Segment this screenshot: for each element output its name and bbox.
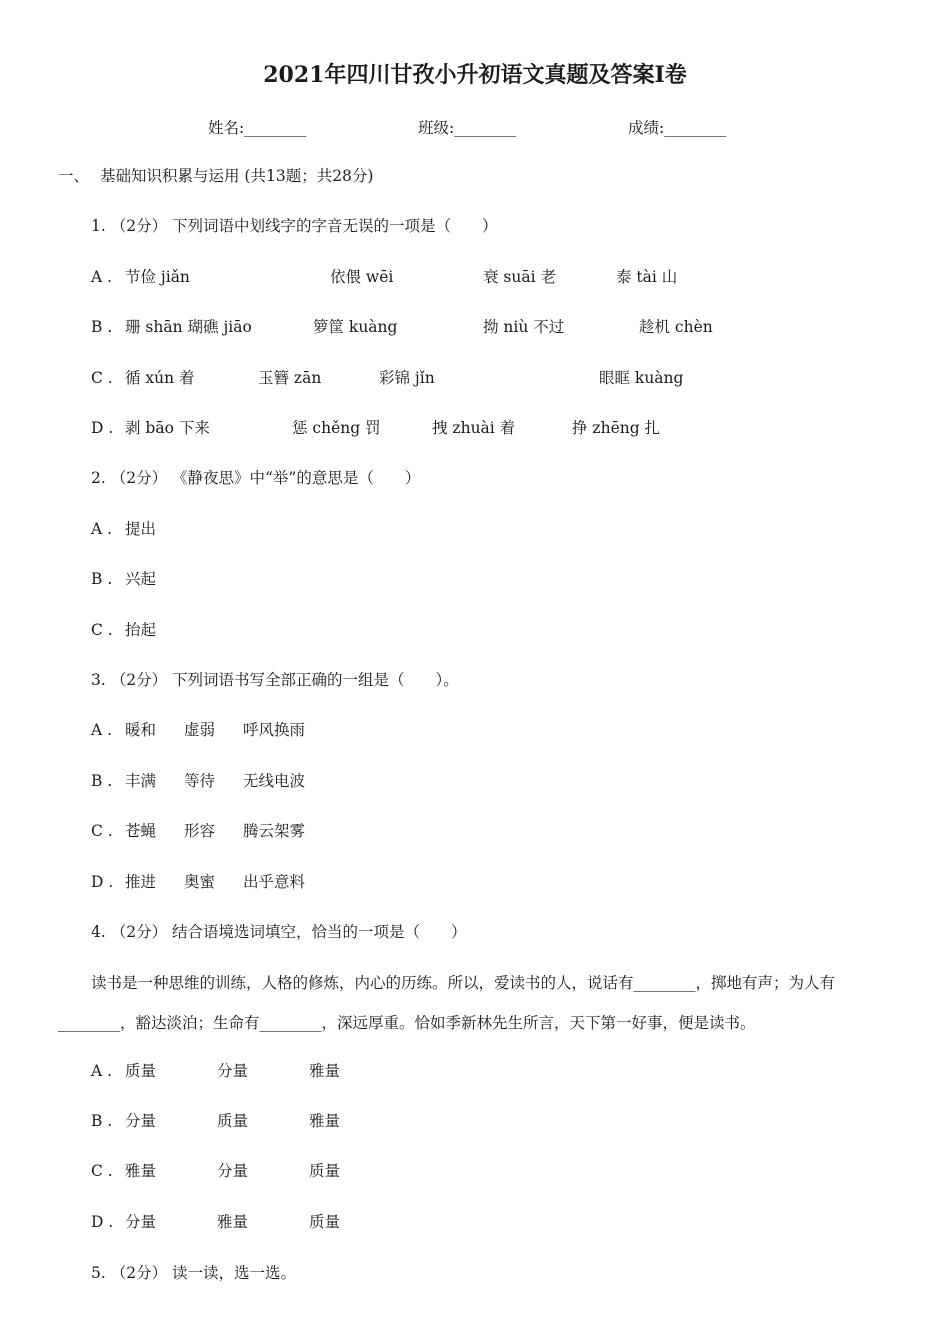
q1-option-a-item: 衰 suāi 老 bbox=[483, 268, 556, 286]
q1-option-d-item: 剥 bāo 下来 bbox=[125, 419, 210, 437]
q4-option-d-item: 分量 bbox=[125, 1213, 157, 1231]
q4-option-c-item: 分量 bbox=[217, 1162, 249, 1180]
q4-option-c-item: 雅量 bbox=[125, 1162, 157, 1180]
q1-option-a-item: 节俭 jiǎn bbox=[125, 268, 190, 286]
q4-option-b-label: B . bbox=[91, 1112, 113, 1130]
q3-option-c-item: 腾云架雾 bbox=[243, 822, 306, 840]
q2-option-a-label: A . bbox=[91, 520, 113, 538]
q1-option-b-label: B . bbox=[91, 318, 113, 336]
student-name-field: 姓名:________ bbox=[208, 119, 307, 137]
question-5-stem: 5. （2分） 读一读，选一选。 bbox=[91, 1264, 297, 1282]
q3-option-b-label: B . bbox=[91, 772, 113, 790]
q1-option-b-item: 珊 shān 瑚礁 jiāo bbox=[125, 318, 252, 336]
q3-option-d-item: 推进 bbox=[125, 873, 157, 891]
q3-option-a-label: A . bbox=[91, 721, 113, 739]
q1-option-c-label: C . bbox=[91, 369, 113, 387]
q4-option-c-label: C . bbox=[91, 1162, 113, 1180]
q4-option-a-label: A . bbox=[91, 1062, 113, 1080]
q3-option-c-item: 苍蝇 bbox=[125, 822, 157, 840]
q2-option-b-label: B . bbox=[91, 570, 113, 588]
q3-option-c-label: C . bbox=[91, 822, 113, 840]
q4-option-b-item: 分量 bbox=[125, 1112, 157, 1130]
q4-option-a-item: 分量 bbox=[217, 1062, 249, 1080]
q1-option-a-label: A . bbox=[91, 268, 113, 286]
question-2-stem: 2. （2分） 《静夜思》中“举”的意思是（ ） bbox=[91, 469, 421, 487]
score-field: 成绩:________ bbox=[628, 119, 727, 137]
q2-option-c-label: C . bbox=[91, 621, 113, 639]
q4-option-b-item: 雅量 bbox=[309, 1112, 341, 1130]
q2-option-b-item: 兴起 bbox=[125, 570, 157, 588]
q4-option-d-label: D . bbox=[91, 1213, 114, 1231]
q3-option-d-item: 奥蜜 bbox=[184, 873, 216, 891]
q4-option-a-item: 质量 bbox=[125, 1062, 157, 1080]
q1-option-b-item: 趁机 chèn bbox=[639, 318, 713, 336]
q4-option-d-item: 质量 bbox=[309, 1213, 341, 1231]
q1-option-d-item: 拽 zhuài 着 bbox=[432, 419, 516, 437]
q4-passage: 读书是一种思维的训练，人格的修炼，内心的历练。所以，爱读书的人，说话有________，掷地有声；为人有________，豁达淡泊；生命有________，深远厚重。恰如季新林先生所言，天下第一好事，便是读书。 bbox=[58, 974, 836, 1032]
q1-option-a-item: 泰 tài 山 bbox=[616, 268, 678, 286]
q3-option-d-item: 出乎意料 bbox=[243, 873, 306, 891]
q3-option-b-item: 无线电波 bbox=[243, 772, 306, 790]
q3-option-a-item: 虚弱 bbox=[184, 721, 216, 739]
q1-option-c-item: 眼眶 kuàng bbox=[599, 369, 684, 387]
q3-option-b-item: 等待 bbox=[184, 772, 216, 790]
q1-option-c-item: 彩锦 jǐn bbox=[379, 369, 435, 387]
q1-option-b-item: 拗 niù 不过 bbox=[483, 318, 565, 336]
q4-option-a-item: 雅量 bbox=[309, 1062, 341, 1080]
q3-option-c-item: 形容 bbox=[184, 822, 216, 840]
question-4-stem: 4. （2分） 结合语境选词填空，恰当的一项是（ ） bbox=[91, 923, 467, 941]
q3-option-a-item: 暖和 bbox=[125, 721, 157, 739]
question-1-stem: 1. （2分） 下列词语中划线字的字音无误的一项是（ ） bbox=[91, 217, 498, 235]
q1-option-c-item: 循 xún 着 bbox=[125, 369, 195, 387]
q4-option-d-item: 雅量 bbox=[217, 1213, 249, 1231]
q4-option-c-item: 质量 bbox=[309, 1162, 341, 1180]
q1-option-d-item: 挣 zhēng 扎 bbox=[572, 419, 661, 437]
q1-option-b-item: 箩筐 kuàng bbox=[313, 318, 398, 336]
q1-option-d-item: 惩 chěng 罚 bbox=[292, 419, 381, 437]
q3-option-a-item: 呼风换雨 bbox=[243, 721, 306, 739]
question-3-stem: 3. （2分） 下列词语书写全部正确的一组是（ ）。 bbox=[91, 671, 459, 689]
q3-option-b-item: 丰满 bbox=[125, 772, 157, 790]
q1-option-c-item: 玉簪 zān bbox=[258, 369, 322, 387]
q4-option-b-item: 质量 bbox=[217, 1112, 249, 1130]
q2-option-a-item: 提出 bbox=[125, 520, 157, 538]
section-number: 一、 bbox=[58, 167, 90, 185]
page-title: 2021年四川甘孜小升初语文真题及答案I卷 bbox=[263, 62, 687, 88]
q1-option-a-item: 依偎 wēi bbox=[330, 268, 394, 286]
q3-option-d-label: D . bbox=[91, 873, 114, 891]
q1-option-d-label: D . bbox=[91, 419, 114, 437]
q2-option-c-item: 抬起 bbox=[125, 621, 157, 639]
class-field: 班级:________ bbox=[418, 119, 517, 137]
section-heading: 基础知识积累与运用 (共13题；共28分) bbox=[100, 167, 374, 185]
